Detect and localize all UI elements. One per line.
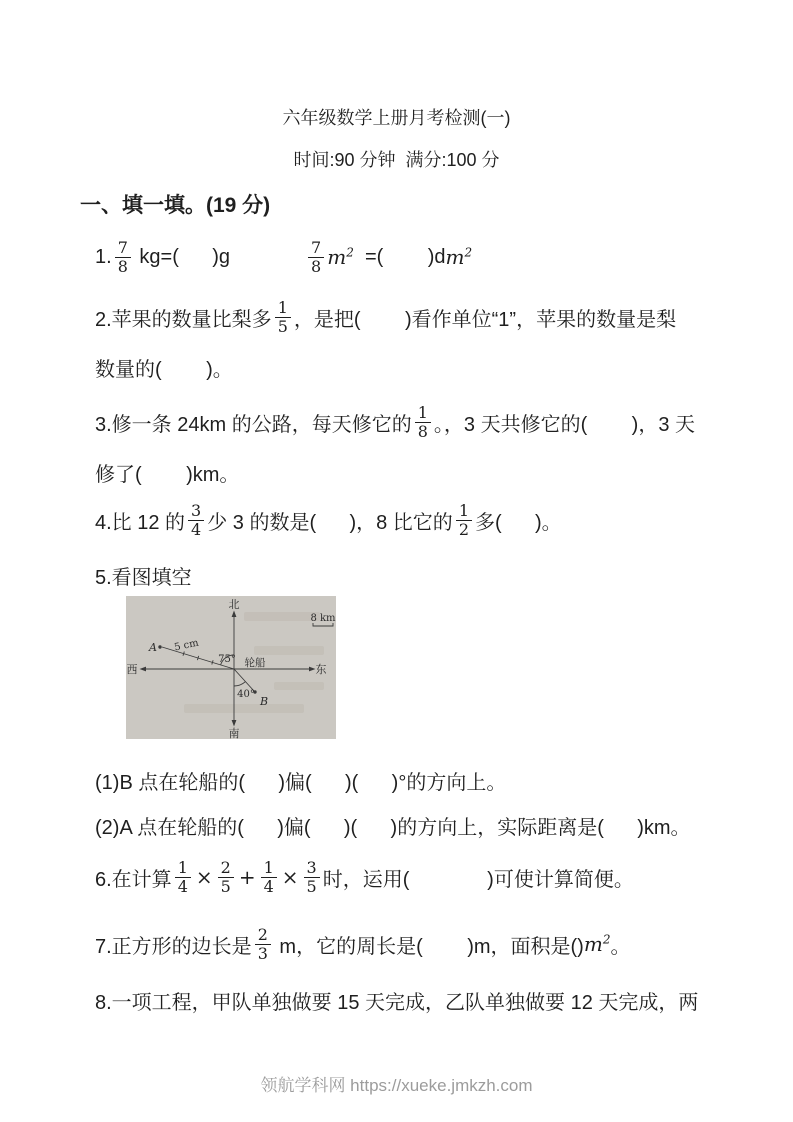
question-text: 4.比 12 的 — [95, 511, 186, 534]
north-label: 北 — [228, 598, 240, 611]
question-number: 1. — [95, 245, 112, 268]
question-text: kg=( )g — [133, 245, 231, 268]
multiply-operator: × — [195, 865, 213, 889]
question-text: 。 — [610, 935, 631, 958]
page-subtitle: 时间:90 分钟 满分:100 分 — [293, 150, 500, 170]
question-3-line-2: 修了( )km。 — [95, 464, 240, 486]
point-b-label: B — [260, 695, 269, 708]
question-text: 7.正方形的边长是 — [95, 935, 252, 958]
question-text: 多( )。 — [475, 511, 562, 534]
page-title: 六年级数学上册月考检测(一) — [282, 108, 511, 128]
math-symbol: m — [583, 932, 603, 956]
math-m-squared — [327, 245, 354, 269]
south-label: 南 — [228, 727, 240, 739]
fraction-numerator: 2 — [218, 859, 234, 878]
question-text: =( )d — [353, 245, 446, 268]
question-text: 。，3 天共修它的( )，3 天 — [433, 413, 696, 436]
angle-a-label: 75° — [218, 654, 236, 665]
question-text: 2.苹果的数量比梨多 — [95, 308, 272, 331]
question-text: 时，运用( )可使计算简便。 — [322, 868, 634, 891]
question-text: m，它的周长是( )m，面积是() — [273, 935, 584, 958]
section-heading: 一、填一填。(19 分) — [80, 194, 271, 217]
direction-diagram-svg — [126, 596, 336, 739]
fraction-numerator: 7 — [308, 239, 324, 258]
point-a-dot — [158, 645, 161, 648]
fraction-numerator: 1 — [261, 859, 277, 878]
question-text: 少 3 的数是( )，8 比它的 — [207, 511, 453, 534]
question-6 — [95, 851, 634, 903]
question-text: 6.在计算 — [95, 868, 172, 891]
question-7 — [95, 918, 630, 970]
question-1 — [95, 231, 472, 283]
point-a-label: A — [149, 641, 157, 654]
fraction-numerator: 1 — [175, 859, 191, 878]
length-label: 5 cm — [173, 637, 200, 654]
fraction-numerator: 1 — [456, 502, 472, 521]
fraction-denominator: 5 — [277, 316, 288, 336]
scale-label: 8 km — [310, 613, 336, 624]
math-exponent: 2 — [602, 932, 611, 947]
fraction — [308, 239, 324, 276]
fraction — [115, 239, 131, 276]
fraction — [275, 299, 291, 336]
question-2-line-2: 数量的( )。 — [95, 359, 233, 381]
question-8: 8.一项工程，甲队单独做要 15 天完成，乙队单独做要 12 天完成，两 — [95, 992, 699, 1014]
fraction-denominator: 4 — [191, 519, 202, 539]
direction-diagram-figure — [126, 596, 336, 739]
question-3-line-1 — [95, 396, 695, 448]
fraction-denominator: 8 — [117, 256, 128, 276]
math-exponent: 2 — [346, 245, 354, 260]
question-5-sub-2: (2)A 点在轮船的( )偏( )( )的方向上，实际距离是( )km。 — [95, 817, 691, 839]
fraction-numerator: 7 — [115, 239, 131, 258]
fraction — [218, 859, 234, 896]
math-m-squared — [584, 932, 611, 956]
fraction-numerator: 3 — [304, 859, 320, 878]
fraction-denominator: 2 — [458, 519, 469, 539]
west-label: 西 — [126, 663, 138, 676]
east-label: 东 — [315, 663, 327, 676]
math-exponent: 2 — [464, 245, 473, 260]
question-text: ，是把( )看作单位“1”，苹果的数量是梨 — [293, 308, 677, 331]
fraction — [415, 404, 431, 441]
fraction-denominator: 5 — [220, 876, 231, 896]
multiply-operator: × — [281, 865, 299, 889]
ship-label: 轮船 — [244, 657, 266, 669]
question-5: 5.看图填空 — [95, 567, 192, 589]
fraction — [261, 859, 277, 896]
question-text: 3.修一条 24km 的公路，每天修它的 — [95, 413, 412, 436]
fraction — [255, 926, 271, 963]
angle-b-label: 40° — [237, 689, 255, 700]
fraction-denominator: 5 — [306, 876, 317, 896]
math-symbol: m — [327, 245, 347, 269]
fraction-numerator: 1 — [415, 404, 431, 423]
fraction-numerator: 2 — [255, 926, 271, 945]
fraction — [188, 502, 204, 539]
fraction-numerator: 1 — [275, 299, 291, 318]
fraction — [175, 859, 191, 896]
question-2-line-1 — [95, 291, 676, 343]
fraction-numerator: 3 — [188, 502, 204, 521]
site-watermark: 领航学科网 https://xueke.jmkzh.com — [260, 1076, 533, 1095]
fraction-denominator: 4 — [263, 876, 274, 896]
fraction-denominator: 8 — [417, 421, 428, 441]
fraction — [456, 502, 472, 539]
plus-operator: + — [238, 865, 256, 889]
fraction-denominator: 4 — [177, 876, 188, 896]
question-4 — [95, 494, 562, 546]
math-symbol: m — [445, 245, 465, 269]
question-5-sub-1: (1)B 点在轮船的( )偏( )( )°的方向上。 — [95, 772, 507, 794]
fraction-denominator: 3 — [257, 943, 268, 963]
fraction-denominator: 8 — [311, 256, 322, 276]
fraction — [304, 859, 320, 896]
math-m-squared — [446, 245, 473, 269]
